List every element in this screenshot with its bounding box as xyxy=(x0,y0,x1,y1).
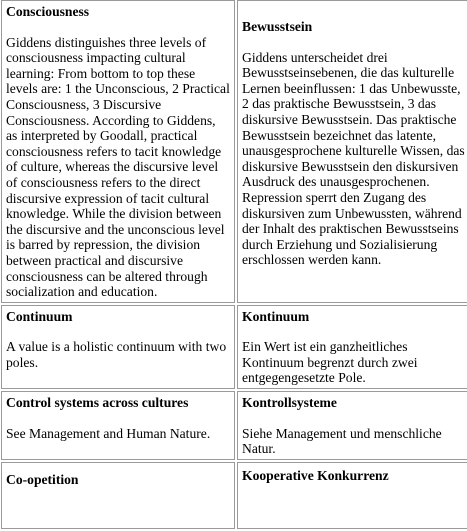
german-cell xyxy=(237,305,467,389)
english-cell xyxy=(1,0,235,303)
german-term: Kontrollsysteme xyxy=(242,395,337,411)
english-term: Continuum xyxy=(6,308,73,324)
german-term: Kontinuum xyxy=(242,308,310,324)
glossary-row xyxy=(1,462,467,529)
glossary-row xyxy=(1,305,467,389)
english-cell xyxy=(1,391,235,460)
german-definition: Giddens unterscheidet drei Bewusstseinsebenen, die das kulturelle Lernen beeinflussen: 1 das Unbewusste, 2 das praktische Bewusstsein, 3 das diskursive Bewusstsein. Das praktische Bewusstsein bezeichnet das latente, unausgesprochene kulturelle Wissen, das diskursive Bewusstsein den diskursiven Ausdruck des unausgesprochenen. Repression sperrt den Zugang des diskursiven zum Unbewussten, während der Inhalt des praktischen Bewusstseins durch Erziehung und Sozialisierung erschlossen werden kann. xyxy=(242,49,465,268)
english-definition: A value is a holistic continuum with two poles. xyxy=(6,339,227,370)
english-term: Control systems across cultures xyxy=(6,395,189,411)
german-term: Bewusstsein xyxy=(242,19,313,34)
english-term: Co-opetition xyxy=(6,471,79,487)
german-cell xyxy=(237,391,467,460)
german-definition: Ein Wert ist ein ganzheitliches Kontinuum begrenzt durch zwei entgegengesetzte Pole. xyxy=(242,339,418,386)
glossary-row xyxy=(1,0,467,303)
english-cell xyxy=(1,462,235,529)
english-definition: See Management and Human Nature. xyxy=(6,425,211,441)
german-cell xyxy=(237,462,467,529)
glossary-row xyxy=(1,391,467,460)
german-term: Kooperative Konkurrenz xyxy=(242,467,389,483)
english-term: Consciousness xyxy=(6,4,90,19)
german-definition: Siehe Management und menschliche Natur. xyxy=(242,425,442,457)
german-cell xyxy=(237,0,467,303)
english-definition: Giddens distinguishes three levels of consciousness impacting cultural learning: From bottom to top these levels are: 1 the Unconscious, 2 Practical Consciousness, 3 Discursive Consciousness. According to Giddens, as interpreted by Goodall, practical consciousness refers to tacit knowledge of culture, whereas the discursive level of consciousness refers to the direct discursive expression of tacit cultural knowledge. While the division between the discursive and the unconscious level is barred by repression, the division between practical and discursive consciousness can be altered through socialization and education. xyxy=(6,34,230,300)
english-cell xyxy=(1,305,235,389)
